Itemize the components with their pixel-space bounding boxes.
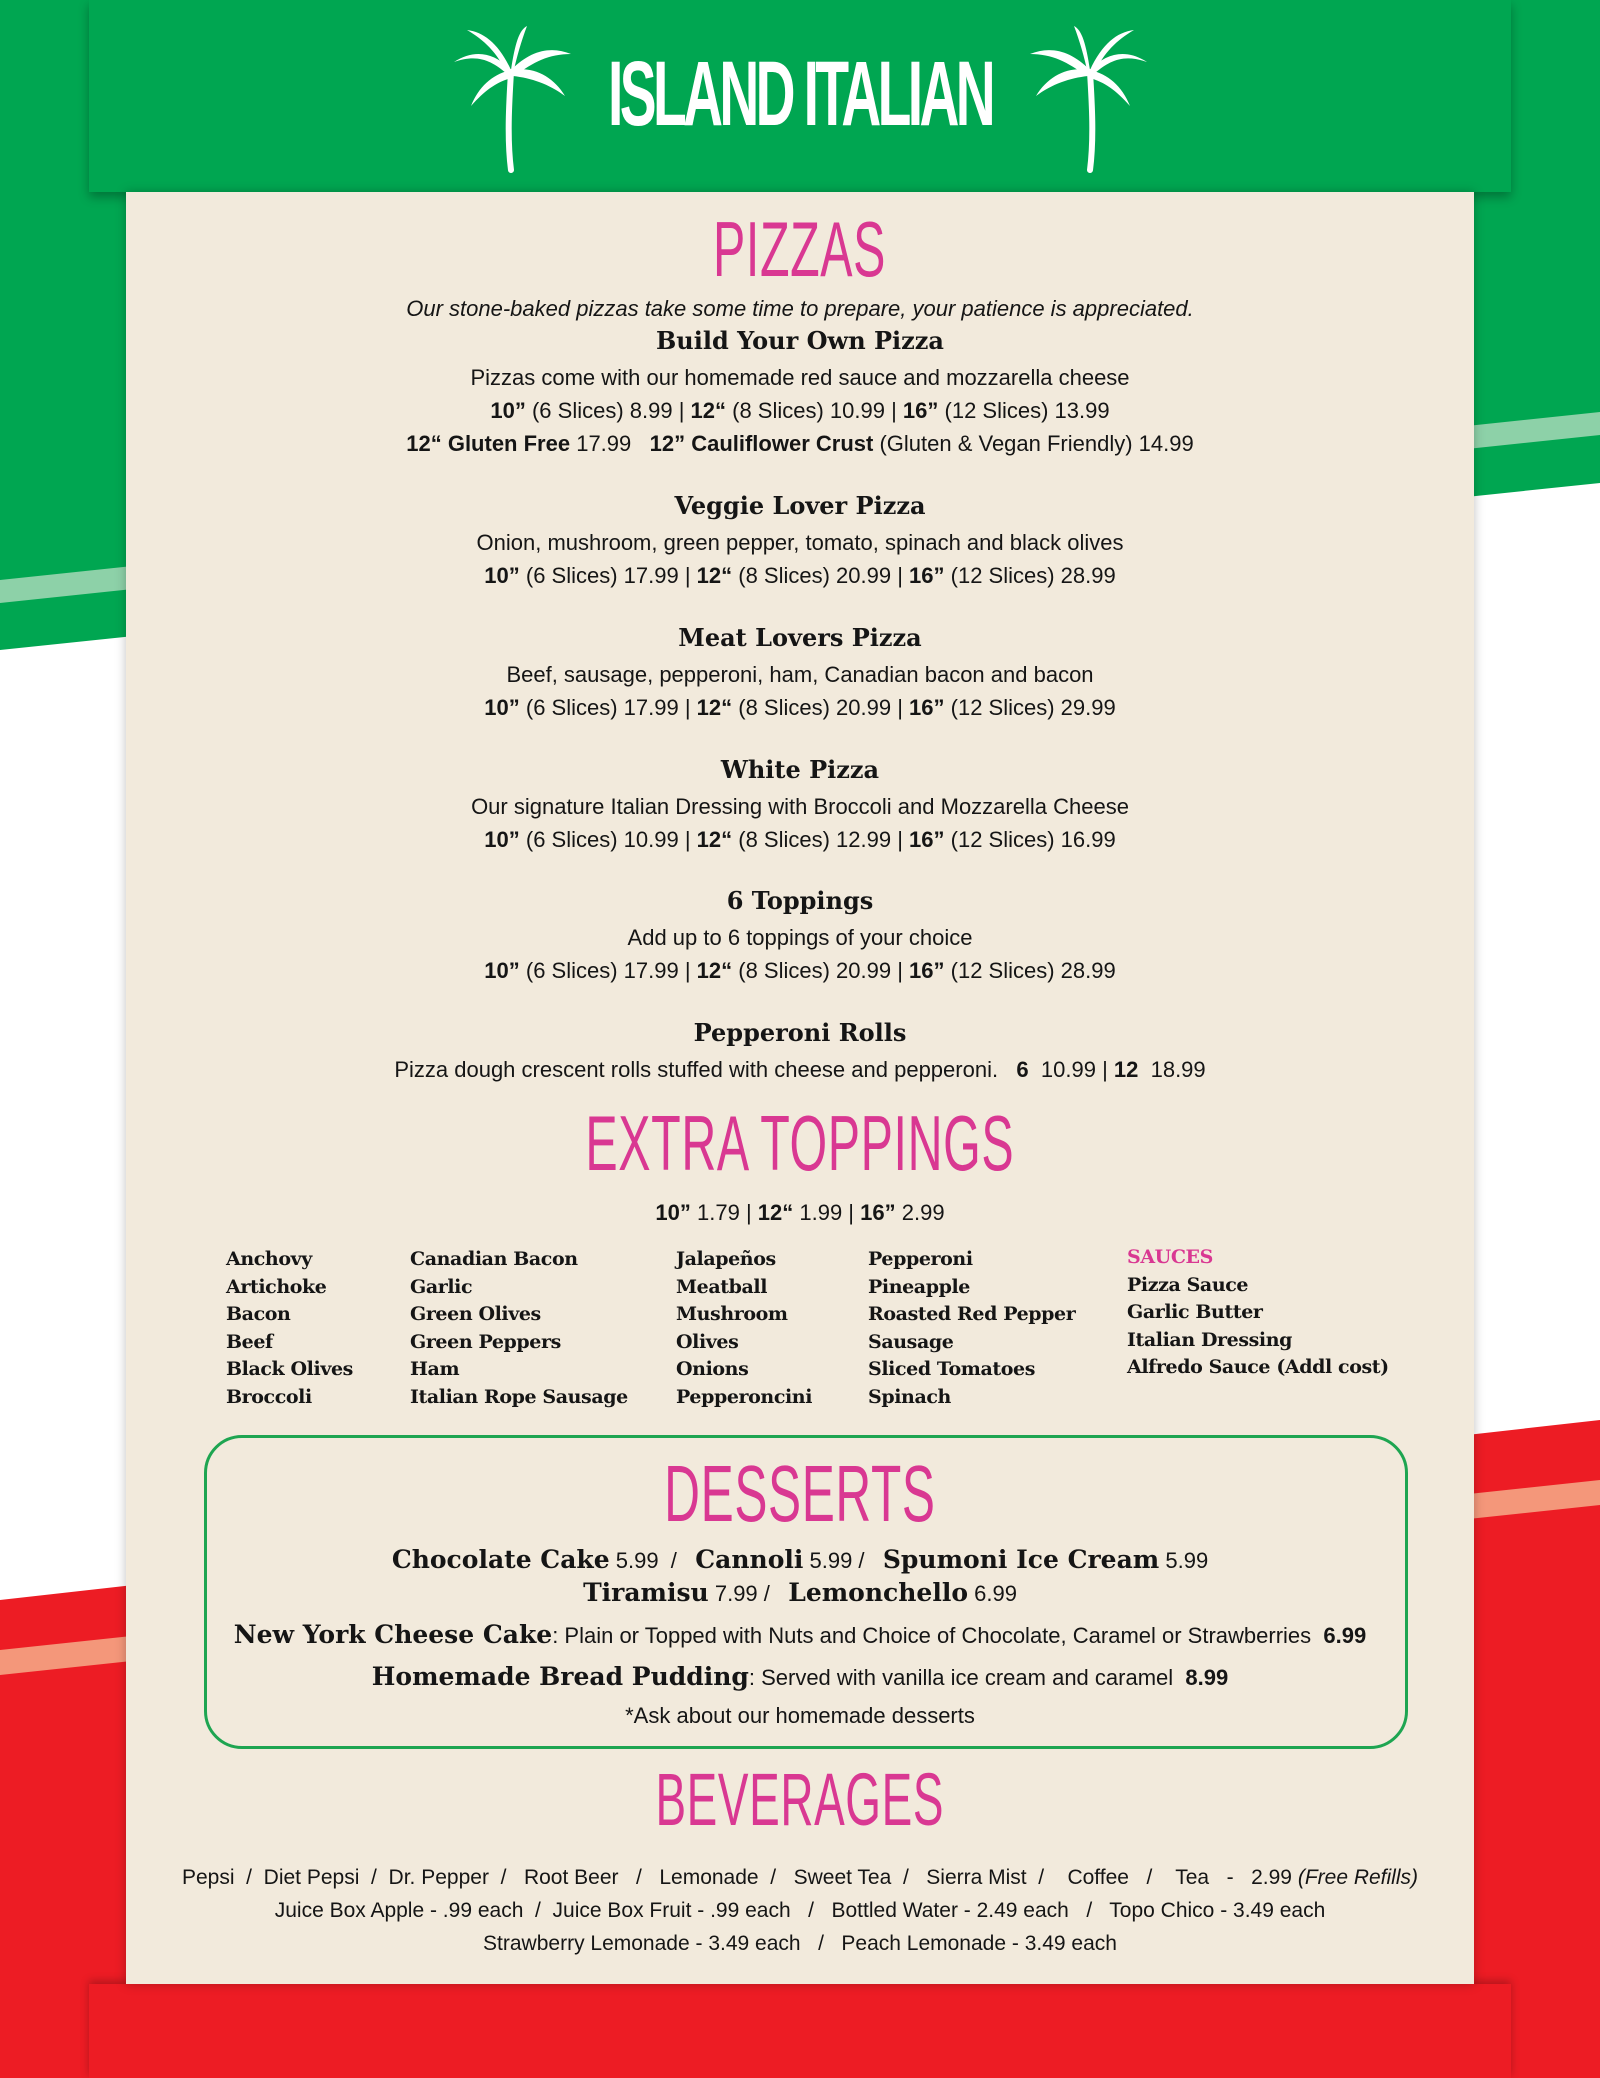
topping-item: Pepperoncini [676, 1385, 813, 1408]
beverages-line-1: Pepsi / Diet Pepsi / Dr. Pepper / Root Beer / Lemonade / Sweet Tea / Sierra Mist / Coffee / Tea - 2.99 (Free Refills) [181, 1866, 1419, 1889]
topping-item: Pepperoni [868, 1248, 973, 1270]
desserts-line-1: Chocolate Cake 5.99 / Cannoli 5.99 / Spumoni Ice Cream 5.99 [391, 1545, 1209, 1574]
byo-pizza-crusts: 12“ Gluten Free 17.99 12” Cauliflower Crust (Gluten & Vegan Friendly) 14.99 [406, 431, 1194, 456]
sauces-column [1127, 1244, 1389, 1382]
topping-item: Bacon [226, 1303, 291, 1326]
topping-item: Green Olives [410, 1303, 541, 1326]
pepperoni-rolls-name: Pepperoni Rolls [693, 1018, 907, 1047]
topping-prices: 10” 1.79 | 12“ 1.99 | 16” 2.99 [655, 1200, 945, 1225]
meat-pizza-name: Meat Lovers Pizza [678, 623, 922, 652]
palm-tree-icon [1024, 24, 1154, 174]
desserts-title: DESSERTS [664, 1449, 936, 1538]
pizzas-note: Our stone-baked pizzas take some time to prepare, your patience is appreciated. [406, 296, 1194, 321]
extra-toppings-title: EXTRA TOPPINGS [585, 1099, 1015, 1187]
topping-item: Spinach [868, 1385, 951, 1408]
topping-item: Olives [676, 1330, 739, 1353]
beverages-line-3: Strawberry Lemonade - 3.49 each / Peach Lemonade - 3.49 each [483, 1932, 1117, 1955]
toppings-column-3 [676, 1246, 812, 1412]
white-pizza-prices: 10” (6 Slices) 10.99 | 12“ (8 Slices) 12.99 | 16” (12 Slices) 16.99 [484, 827, 1116, 852]
veggie-pizza-prices: 10” (6 Slices) 17.99 | 12“ (8 Slices) 20.99 | 16” (12 Slices) 28.99 [484, 563, 1116, 588]
pepperoni-rolls-desc: Pizza dough crescent rolls stuffed with cheese and pepperoni. 6 10.99 | 12 18.99 [394, 1057, 1206, 1082]
white-pizza-desc: Our signature Italian Dressing with Broccoli and Mozzarella Cheese [471, 794, 1129, 819]
topping-item: Beef [226, 1330, 273, 1353]
topping-item: Sliced Tomatoes [868, 1358, 1035, 1381]
topping-item: Broccoli [226, 1385, 312, 1408]
topping-item: Ham [410, 1358, 460, 1381]
six-toppings-desc: Add up to 6 toppings of your choice [627, 925, 973, 950]
topping-item: Sausage [868, 1330, 954, 1353]
desserts-cheesecake: New York Cheese Cake: Plain or Topped with Nuts and Choice of Chocolate, Caramel or Strawberries 6.99 [233, 1620, 1367, 1649]
toppings-column-2 [410, 1246, 628, 1412]
topping-item: Artichoke [226, 1275, 327, 1298]
sauces-heading: SAUCES [1127, 1246, 1213, 1268]
toppings-column-4 [868, 1246, 1075, 1412]
six-toppings-name: 6 Toppings [726, 886, 874, 915]
meat-pizza-desc: Beef, sausage, pepperoni, ham, Canadian bacon and bacon [506, 662, 1094, 687]
byo-pizza-desc: Pizzas come with our homemade red sauce and mozzarella cheese [470, 365, 1130, 390]
topping-item: Canadian Bacon [410, 1248, 578, 1270]
beverages-line-2: Juice Box Apple - .99 each / Juice Box Fruit - .99 each / Bottled Water - 2.49 each / Topo Chico - 3.49 each [274, 1899, 1326, 1922]
desserts-line-2: Tiramisu 7.99 / Lemonchello 6.99 [583, 1578, 1017, 1607]
beverages-title: BEVERAGES [655, 1758, 945, 1841]
topping-item: Meatball [676, 1275, 768, 1298]
toppings-column-1 [226, 1246, 353, 1412]
veggie-pizza-desc: Onion, mushroom, green pepper, tomato, spinach and black olives [476, 530, 1124, 555]
topping-item: Mushroom [676, 1303, 788, 1326]
pizzas-title: PIZZAS [713, 205, 887, 293]
topping-item: Pineapple [868, 1275, 970, 1298]
menu-paper [126, 192, 1474, 1984]
six-toppings-prices: 10” (6 Slices) 17.99 | 12“ (8 Slices) 20.99 | 16” (12 Slices) 28.99 [484, 958, 1116, 983]
byo-pizza-prices: 10” (6 Slices) 8.99 | 12“ (8 Slices) 10.99 | 16” (12 Slices) 13.99 [490, 398, 1110, 423]
topping-item: Roasted Red Pepper [868, 1303, 1076, 1326]
sauce-item: Garlic Butter [1127, 1301, 1263, 1324]
desserts-bread-pudding: Homemade Bread Pudding: Served with vanilla ice cream and caramel 8.99 [371, 1662, 1229, 1691]
topping-item: Jalapeños [676, 1248, 776, 1270]
desserts-note: *Ask about our homemade desserts [625, 1703, 975, 1728]
topping-item: Onions [676, 1358, 749, 1381]
brand-name: ISLAND ITALIAN [607, 43, 992, 145]
meat-pizza-prices: 10” (6 Slices) 17.99 | 12“ (8 Slices) 20.99 | 16” (12 Slices) 29.99 [484, 695, 1116, 720]
white-pizza-name: White Pizza [720, 755, 880, 784]
topping-item: Green Peppers [410, 1330, 561, 1353]
header-banner [89, 0, 1511, 192]
topping-item: Anchovy [226, 1248, 312, 1270]
footer-banner [89, 1984, 1511, 2078]
sauce-item: Italian Dressing [1127, 1328, 1293, 1351]
topping-item: Garlic [410, 1275, 473, 1298]
topping-item: Black Olives [226, 1358, 353, 1381]
veggie-pizza-name: Veggie Lover Pizza [674, 491, 926, 520]
sauce-item: Alfredo Sauce (Addl cost) [1127, 1356, 1389, 1379]
byo-pizza-name: Build Your Own Pizza [656, 326, 944, 355]
sauce-item: Pizza Sauce [1127, 1273, 1249, 1296]
topping-item: Italian Rope Sausage [410, 1385, 628, 1408]
